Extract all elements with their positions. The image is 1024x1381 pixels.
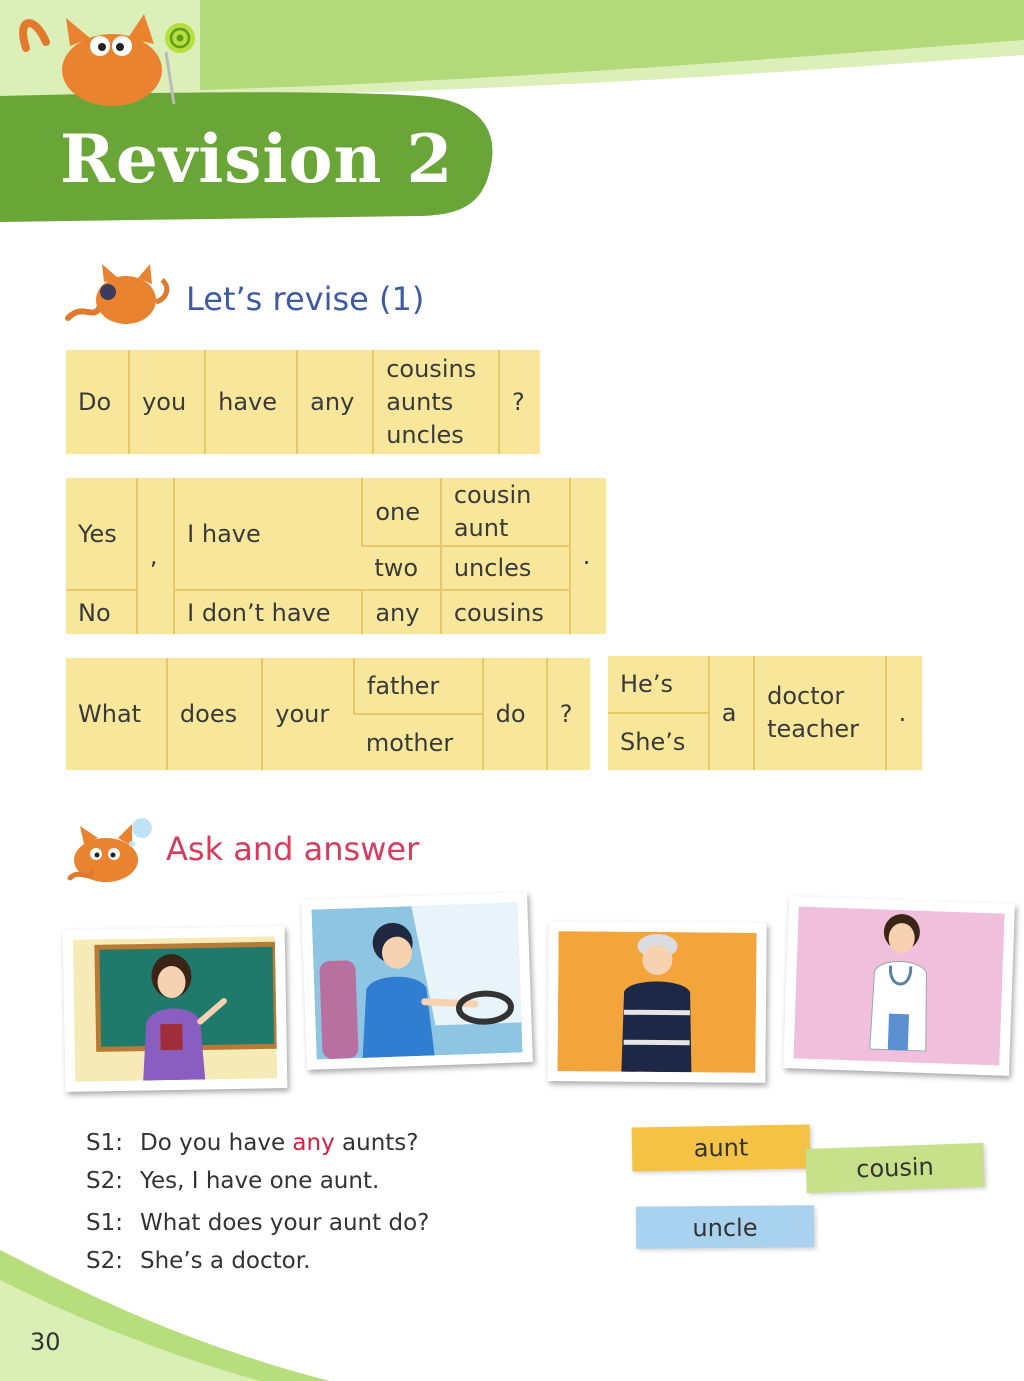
option-uncles: uncles	[386, 420, 464, 449]
dialogue-text: She’s a doctor.	[140, 1248, 311, 1274]
word-tag-aunt: aunt	[632, 1124, 811, 1171]
job-options	[754, 656, 885, 770]
word-tag-cousin: cousin	[805, 1143, 984, 1193]
option-aunts: aunts	[386, 387, 454, 416]
dialogue-text: Yes, I have one aunt.	[140, 1168, 380, 1194]
photo-doctor	[783, 896, 1015, 1076]
corner-decoration	[0, 1250, 330, 1381]
driver-illustration-icon	[311, 902, 522, 1059]
grammar-table-hes-a	[608, 656, 922, 770]
word-have: have	[205, 350, 297, 454]
option-teacher: teacher	[767, 715, 860, 743]
word-uncles: uncles	[441, 546, 570, 590]
word-do-2: do	[483, 658, 547, 770]
cat-lollipop-icon	[16, 8, 196, 112]
page-title: Revision 2	[60, 120, 454, 198]
highlight-word: any	[292, 1130, 335, 1156]
word-any: any	[297, 350, 373, 454]
photo-teacher	[63, 926, 288, 1092]
option-cousins: cousins	[386, 354, 477, 383]
doctor-illustration-icon	[793, 906, 1004, 1065]
dialogue-line	[86, 1162, 429, 1200]
period-2: .	[886, 656, 922, 770]
word-mother: mother	[365, 728, 454, 757]
period: .	[570, 478, 606, 634]
question-mark: ?	[499, 350, 540, 454]
section-title-ask-and-answer: Ask and answer	[166, 830, 420, 868]
photo-firefighter	[547, 921, 766, 1083]
word-any-2: any	[362, 590, 441, 634]
grammar-table-what-does	[66, 658, 590, 770]
word-two: two	[362, 546, 441, 590]
grammar-table-yes-no	[66, 478, 606, 634]
section-title-lets-revise: Let’s revise (1)	[186, 280, 425, 318]
dialogue-line	[86, 1124, 429, 1162]
word-no: No	[78, 598, 111, 627]
word-tag-uncle: uncle	[636, 1205, 814, 1249]
dialogue-text: aunts?	[334, 1130, 419, 1156]
grammar-table-do-you-have	[66, 350, 540, 454]
word-do: Do	[78, 388, 112, 416]
word-a: a	[709, 656, 754, 770]
word-shes: She’s	[620, 728, 686, 756]
word-cousins: cousins	[441, 590, 570, 634]
phrase-i-dont-have: I don’t have	[174, 590, 362, 634]
dialogue-text: Do you have	[140, 1130, 293, 1156]
firefighter-illustration-icon	[557, 931, 756, 1073]
word-father: father	[354, 658, 483, 714]
page-number: 30	[30, 1328, 61, 1356]
speaker-label: S1:	[86, 1130, 123, 1156]
comma: ,	[137, 478, 174, 634]
singular-options	[441, 478, 570, 546]
word-yes: Yes	[66, 478, 137, 590]
cat-phone-icon	[64, 262, 176, 330]
relative-options	[373, 350, 499, 454]
option-cousin: cousin	[453, 480, 532, 509]
dialogue-text: What does your aunt do?	[140, 1210, 430, 1236]
word-does: does	[167, 658, 262, 770]
teacher-illustration-icon	[73, 936, 277, 1082]
option-doctor: doctor	[767, 682, 845, 710]
word-what: What	[78, 700, 142, 728]
option-aunt: aunt	[453, 513, 509, 542]
dialogue-line	[86, 1204, 429, 1242]
word-your: your	[262, 658, 354, 770]
photo-bus-driver	[301, 892, 533, 1070]
question-mark-2: ?	[547, 658, 590, 770]
cat-thinking-icon	[62, 816, 162, 884]
phrase-i-have: I have	[174, 478, 362, 590]
word-one: one	[362, 478, 441, 546]
speaker-label: S2:	[86, 1248, 123, 1274]
speaker-label: S2:	[86, 1168, 123, 1194]
speaker-label: S1:	[86, 1210, 123, 1236]
word-you: you	[129, 350, 205, 454]
word-hes: He’s	[608, 656, 709, 713]
